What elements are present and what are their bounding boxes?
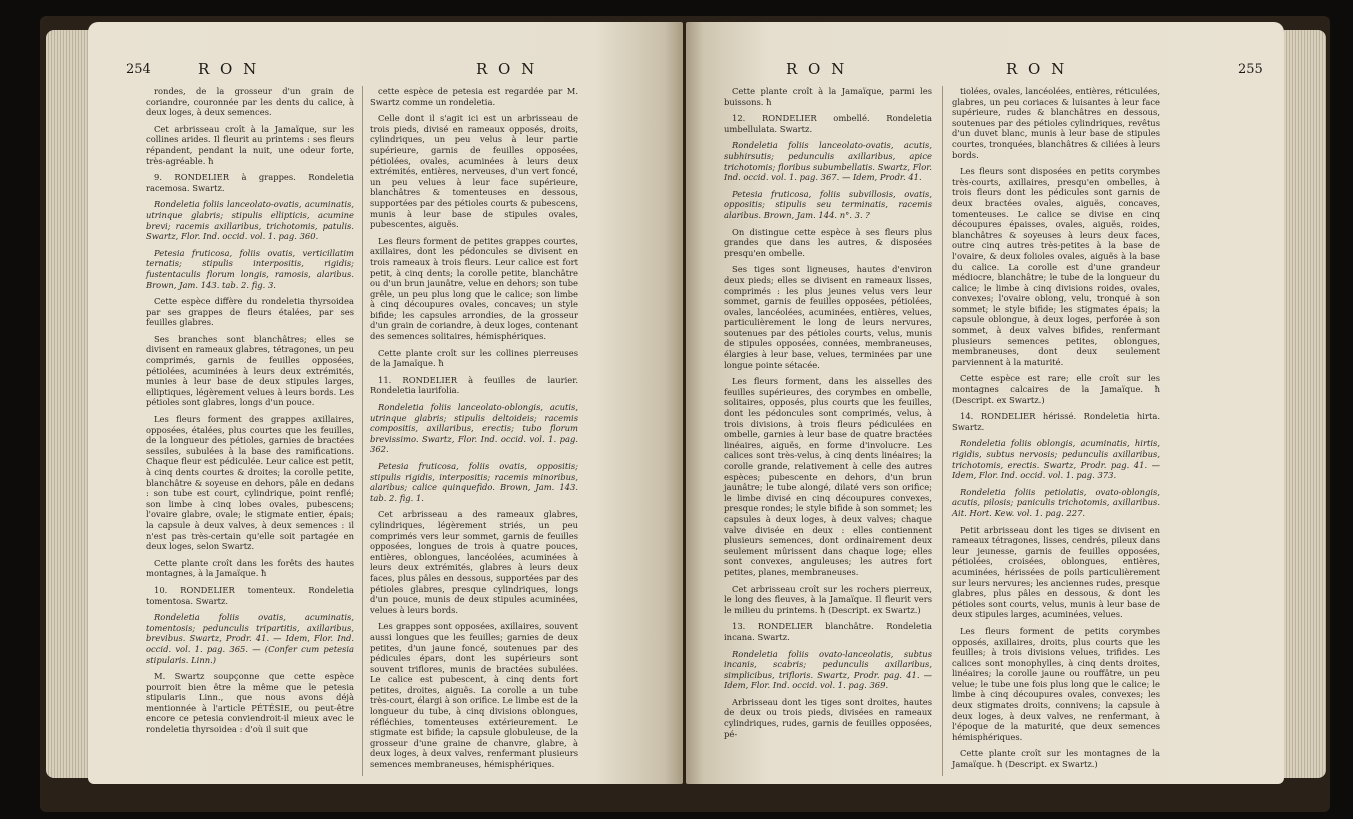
column-2 (952, 86, 1160, 776)
paragraph: M. Swartz soupçonne que cette espèce pourroit bien être la même que le petesia stipularis Linn., que nous avons déjà mentionnée à l'article PÉTÉSIE, ou peut-être encore ce petesia conviendroit-il mieux avec le rondeletia thyrsoidea : d'où il suit que (146, 671, 354, 735)
paragraph: Rondeletia foliis oblongis, acuminatis, hirtis, rigidis, subtus nervosis; pedunculis axillaribus, trichotomis, erectis. Swartz, Prodr. pag. 41. — Idem, Flor. Ind. occid. vol. 1. pag. 373. (952, 438, 1160, 481)
page-number: 254 (126, 62, 151, 77)
column-divider (942, 86, 943, 776)
paragraph: Cette plante croît dans les forêts des hautes montagnes, à la Jamaïque. ħ (146, 557, 354, 579)
paragraph: 14. RONDELIER hérissé. Rondeletia hirta. Swartz. (952, 411, 1160, 432)
paragraph: 11. RONDELIER à feuilles de laurier. Rondeletia laurifolia. (370, 374, 578, 396)
column-1 (146, 86, 354, 741)
paragraph: Les fleurs forment, dans les aisselles des feuilles supérieures, des corymbes en ombelle, solitaires, opposés, plus courts que les feuilles, dont les pédoncules sont comprimés, velus, à trois divisions, à trois fleurs pédiculées en ombelle, garnies à leur base de quatre bractées linéaires, aiguës, en forme d'involucre. Les calices sont très-velus, à cinq dents linéaires; la corolle grande, relativement à celle des autres espèces; pubescente en dehors, d'un brun jaunâtre; le tube alongé, dilaté vers son orifice; le limbe divisé en cinq découpures convexes, presque rondes; le style bifide à son sommet; les capsules à deux loges, à deux valves; chaque valve divisée en deux : elles contiennent plusieurs semences, dont ordinairement deux seulement mûrissent dans chaque loge; elles sont convexes, anguleuses; les autres fort petites, planes, membraneuses. (724, 376, 932, 577)
paragraph: Les fleurs sont disposées en petits corymbes très-courts, axillaires, presqu'en ombelles, à trois fleurs dont les pédicules sont garnis de deux bractées ovales, aiguës, concaves, tomenteuses. Le calice se divise en cinq découpures épaisses, ovales, aiguës, roides, blanchâtres & soyeuses à leurs deux faces, outre cinq autres très-petites à la base de l'ovaire, & deux folioles ovales, aiguës à la base du calice. La corolle est d'une grandeur médiocre, blanchâtre; le tube de la longueur du calice; le limbe à cinq divisions roides, ovales, convexes; l'ovaire oblong, velu, tronqué à son sommet; le style bifide; les stigmates épais; la capsule oblongue, à deux loges, perforée à son sommet, à deux valves bifides, renfermant plusieurs semences petites, oblongues, membraneuses, dont deux seulement parviennent à la maturité. (952, 166, 1160, 367)
paragraph: Cette plante croît sur les collines pierreuses de la Jamaïque. ħ (370, 347, 578, 369)
paragraph: 10. RONDELIER tomenteux. Rondeletia tomentosa. Swartz. (146, 584, 354, 606)
paragraph: Cette espèce est rare; elle croît sur les montagnes calcaires de la Jamaïque. ħ (Descript. ex Swartz.) (952, 373, 1160, 405)
running-head-right: R O N (476, 60, 538, 78)
paragraph: On distingue cette espèce à ses fleurs plus grandes que dans les autres, & disposées presqu'en ombelle. (724, 226, 932, 258)
right-page (686, 22, 1284, 784)
paragraph: Les fleurs forment de petits corymbes opposés, axillaires, droits, plus courts que les feuilles; à trois divisions velues, trifides. Les calices sont monophylles, à cinq dents droites, linéaires; la corolle jaune ou rouffâtre, un peu velue; le tube une fois plus long que le calice; le limbe à cinq découpures ovales, convexes; les deux stigmates droits, connivens; la capsule à deux loges, à deux valves, ne renfermant, à l'époque de la maturité, que deux semences hémisphériques. (952, 625, 1160, 742)
paragraph: Cette plante croît sur les montagnes de la Jamaïque. ħ (Descript. ex Swartz.) (952, 748, 1160, 770)
paragraph: Ses branches sont blanchâtres; elles se divisent en rameaux glabres, tétragones, un peu comprimés, garnis de feuilles opposées, pétiolées, acuminées à leurs deux extrémités, munies à leur base de deux stipules larges, elliptiques, légèrement velues à leurs bords. Les pétioles sont glabres, longs d'un pouce. (146, 333, 354, 408)
paragraph: tiolées, ovales, lancéolées, entières, réticulées, glabres, un peu coriaces & luisantes à leur face supérieure, rudes & blanchâtres en dessous, soutenues par des pétioles cylindriques, revêtus d'un duvet blanc, munis à leur base de stipules courtes, tronquées, blanchâtres & ciliées à leurs bords. (952, 86, 1160, 160)
paragraph: 13. RONDELIER blanchâtre. Rondeletia incana. Swartz. (724, 621, 932, 642)
column-divider (362, 86, 363, 776)
paragraph: Celle dont il s'agit ici est un arbrisseau de trois pieds, divisé en rameaux opposés, droits, cylindriques, un peu velus à leur partie supérieure, garnis de feuilles opposées, pétiolées, ovales, acuminées à leurs deux extrémités, entières, nerveuses, d'un vert foncé, un peu velues à leur face supérieure, blanchâtres & tomenteuses en dessous, supportées par des pétioles courts & pubescens, munis à leur base de stipules ovales, pubescentes, aiguës. (370, 113, 578, 230)
paragraph: rondes, de la grosseur d'un grain de coriandre, couronnée par les dents du calice, à deux loges, à deux semences. (146, 86, 354, 118)
paragraph: Rondeletia foliis petiolatis, ovato-oblongis, acutis, pilosis; paniculis trichotomis, axillaribus. Ait. Hort. Kew. vol. 1. pag. 227. (952, 486, 1160, 518)
paragraph: Rondeletia foliis ovato-lanceolatis, subtus incanis, scabris; pedunculis axillaribus, simplicibus, trifloris. Swartz, Prodr. pag. 41. — Idem, Flor. Ind. occid. vol. 1. pag. 369. (724, 648, 932, 691)
paragraph: Les fleurs forment des grappes axillaires, opposées, étalées, plus courtes que les feuilles, de la longueur des pétioles, garnies de bractées sessiles, subulées à la base des ramifications. Chaque fleur est pédiculée. Leur calice est petit, à cinq dents courtes & droites; la corolle petite, blanchâtre & soyeuse en dehors, pâle en dedans : son tube est court, cylindrique, point renflé; son limbe à cinq lobes ovales, pubescens; l'ovaire glabre, ovale; le stigmate entier, épais; la capsule à deux valves, à deux semences : il n'est pas très-certain qu'elle soit partagée en deux loges, selon Swartz. (146, 414, 354, 552)
paragraph: Rondeletia foliis lanceolato-ovatis, acuminatis, utrinque glabris; stipulis ellipticis, acumine brevi; racemis axillaribus, trichotomis, patulis. Swartz, Flor. Ind. occid. vol. 1. pag. 360. (146, 199, 354, 242)
paragraph: Ses tiges sont ligneuses, hautes d'environ deux pieds; elles se divisent en rameaux lisses, comprimés : les plus jeunes velus vers leur sommet, garnis de feuilles opposées, pétiolées, ovales, lancéolées, acuminées, entières, velues, particulièrement le long de leurs nervures, soutenues par des pétioles courts, velus, munis de stipules opposées, connées, membraneuses, élargies à leur base, velues, terminées par une longue pointe sétacée. (724, 264, 932, 370)
page-edges-right (1284, 30, 1326, 778)
paragraph: 12. RONDELIER ombellé. Rondeletia umbellulata. Swartz. (724, 113, 932, 134)
paragraph: Rondeletia foliis lanceolato-oblongis, acutis, utrinque glabris; stipulis deltoideis; racemis compositis, axillaribus, erectis; tubo florum brevissimo. Swartz, Flor. Ind. occid. vol. 1. pag. 362. (370, 402, 578, 455)
paragraph: Cet arbrisseau croît à la Jamaïque, sur les collines arides. Il fleurit au printems : ses fleurs répandent, pendant la nuit, une odeur forte, très-agréable. ħ (146, 123, 354, 166)
paragraph: Rondeletia foliis ovatis, acuminatis, tomentosis; pedunculis tripartitis, axillaribus, brevibus. Swartz, Prodr. 41. — Idem, Flor. Ind. occid. vol. 1. pag. 365. — (Confer cum petesia stipularis. Linn.) (146, 612, 354, 665)
paragraph: cette espèce de petesia est regardée par M. Swartz comme un rondeletia. (370, 86, 578, 107)
running-head-right: R O N (1006, 60, 1068, 78)
paragraph: Cet arbrisseau croît sur les rochers pierreux, le long des fleuves, à la Jamaïque. Il fleurit vers le milieu du printems. ħ (Descript. ex Swartz.) (724, 583, 932, 615)
paragraph: Les grappes sont opposées, axillaires, souvent aussi longues que les feuilles; garnies de deux petites, d'un jaune foncé, soutenues par des pédicules épars, dont les supérieurs sont souvent triflores, munis de bractées subulées. Le calice est pubescent, à cinq dents fort petites, droites, aiguës. La corolle a un tube très-court, élargi à son orifice. Le limbe est de la longueur du tube, à cinq divisions oblongues, réfléchies, tomenteuses extérieurement. Le stigmate est bifide; la capsule globuleuse, de la grosseur d'une graine de chanvre, glabre, à deux loges, à deux valves, renfermant plusieurs semences membraneuses, hémisphériques. (370, 621, 578, 770)
paragraph: Petit arbrisseau dont les tiges se divisent en rameaux tétragones, lisses, cendrés, pileux dans leur jeunesse, garnis de feuilles opposées, pétiolées, croisées, oblongues, entières, acuminées, hérissées de poils particulièrement sur leurs nervures; les anciennes rudes, presque glabres, plus pâles en dessous, & dont les pétioles sont courts, velus, munis à leur base de deux stipules larges, acuminées, velues. (952, 524, 1160, 620)
page-edges-left (46, 30, 90, 778)
paragraph: Cette espèce diffère du rondeletia thyrsoidea par ses grappes de fleurs étalées, par ses feuilles glabres. (146, 296, 354, 328)
paragraph: Petesia fruticosa, foliis ovatis, verticillatim ternatis; stipulis interpositis, rigidis; fustentaculis florum longis, ramosis, alaribus. Brown, Jam. 143. tab. 2. fig. 3. (146, 247, 354, 290)
paragraph: Rondeletia foliis lanceolato-ovatis, acutis, subhirsutis; pedunculis axillaribus, apice trichotomis; floribus subumbellatis. Swartz, Flor. Ind. occid. vol. 1. pag. 367. — Idem, Prodr. 41. (724, 140, 933, 183)
column-1 (724, 86, 932, 745)
left-page (88, 22, 683, 784)
paragraph: 9. RONDELIER à grappes. Rondeletia racemosa. Swartz. (146, 172, 354, 193)
paragraph: Cet arbrisseau a des rameaux glabres, cylindriques, légèrement striés, un peu comprimés vers leur sommet, garnis de feuilles opposées, longues de trois à quatre pouces, entières, oblongues, lancéolées, acuminées à leurs deux extrémités, glabres à leurs deux faces, plus pâles en dessous, supportées par des pétioles glabres, presque cylindriques, longs d'un pouce, munis de deux stipules acuminées, velues à leurs bords. (370, 509, 578, 615)
running-head-left: R O N (198, 60, 260, 78)
page-number: 255 (1238, 62, 1263, 77)
paragraph: Petesia fruticosa, foliis subvillosis, ovatis, oppositis; stipulis seu terminatis, racemis alaribus. Brown, Jam. 144. n°. 3. ? (724, 188, 932, 220)
column-2 (370, 86, 578, 776)
paragraph: Les fleurs forment de petites grappes courtes, axillaires, dont les pédoncules se divisent en trois rameaux à trois fleurs. Leur calice est fort petit, à cinq dents; la corolle petite, blanchâtre ou d'un brun jaunâtre, velue en dehors; son tube grêle, un peu plus long que le calice; son limbe à cinq découpures ovales, concaves; un style bifide; les capsules arrondies, de la grosseur d'un grain de coriandre, à deux loges, contenant des semences solitaires, hémisphériques. (370, 235, 578, 342)
paragraph: Arbrisseau dont les tiges sont droites, hautes de deux ou trois pieds, divisées en rameaux cylindriques, rudes, garnis de feuilles opposées, pé- (724, 696, 932, 739)
running-head-left: R O N (786, 60, 848, 78)
paragraph: Cette plante croît à la Jamaïque, parmi les buissons. ħ (724, 86, 932, 107)
paragraph: Petesia fruticosa, foliis ovatis, oppositis; stipulis rigidis, interpositis; racemis minoribus, alaribus; calice quinquefido. Brown, Jam. 143. tab. 2. fig. 1. (370, 461, 578, 503)
